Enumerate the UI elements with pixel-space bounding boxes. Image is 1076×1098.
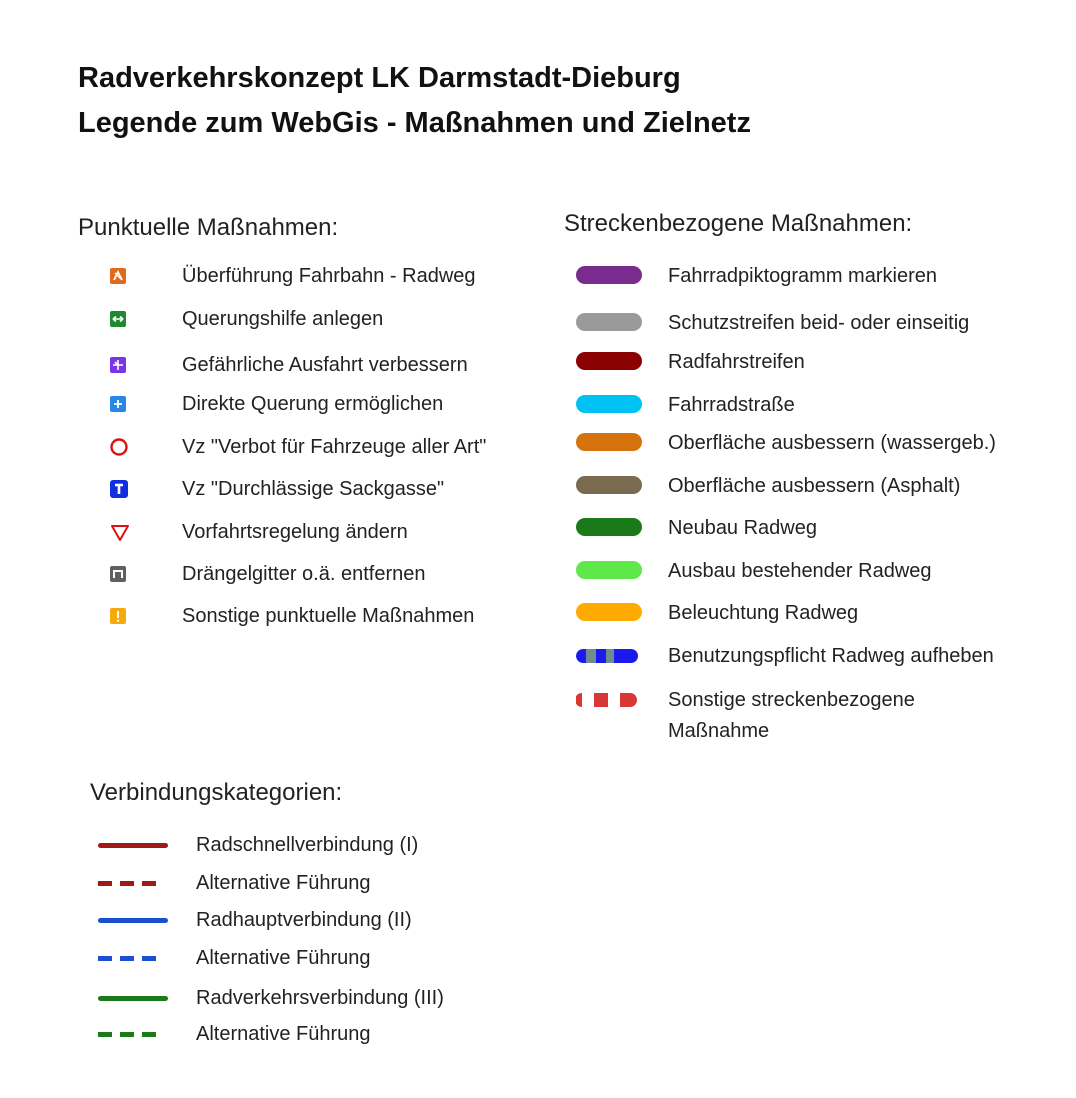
dead-end-sign-icon [110,480,128,498]
strecken-label: Oberfläche ausbessern (wassergeb.) [668,432,996,454]
legend-line [98,843,168,848]
strecken-label: Fahrradpiktogramm markieren [668,265,937,287]
punktuelle-label: Vorfahrtsregelung ändern [182,521,408,543]
crossover-icon [110,268,126,284]
legend-line [98,1032,156,1037]
legend-swatch [576,561,642,579]
legend-swatch [576,313,642,331]
exit-icon [110,357,126,373]
legend-line [98,918,168,923]
prohibition-sign-icon [110,438,128,456]
direct-crossing-icon [110,396,126,412]
barrier-icon [110,566,126,582]
title-line-2: Legende zum WebGis - Maßnahmen und Zielnetz [78,107,751,139]
strecken-label: Benutzungspflicht Radweg aufheben [668,645,994,667]
crossing-aid-icon [110,311,126,327]
strecken-label: Neubau Radweg [668,517,817,539]
legend-swatch [576,603,642,621]
title-line-1: Radverkehrskonzept LK Darmstadt-Dieburg [78,62,681,94]
exclamation-icon [110,608,126,624]
legend-swatch [576,649,642,663]
legend-swatch [576,476,642,494]
verbindung-label: Alternative Führung [196,1023,371,1045]
yield-sign-icon [110,524,130,542]
strecken-label: Oberfläche ausbessern (Asphalt) [668,475,961,497]
legend-line [98,956,156,961]
punktuelle-label: Überführung Fahrbahn - Radweg [182,265,476,287]
strecken-label: Sonstige streckenbezogene Maßnahme [668,689,915,742]
punktuelle-heading: Punktuelle Maßnahmen: [78,214,339,241]
verbindung-label: Radhauptverbindung (II) [196,909,412,931]
strecken-label: Schutzstreifen beid- oder einseitig [668,312,970,334]
legend-line [98,996,168,1001]
verbindung-heading: Verbindungskategorien: [90,779,343,806]
legend-swatch [576,395,642,413]
punktuelle-label: Vz "Verbot für Fahrzeuge aller Art" [182,436,487,458]
punktuelle-label: Drängelgitter o.ä. entfernen [182,563,426,585]
verbindung-label: Radverkehrsverbindung (III) [196,987,444,1009]
strecken-heading: Streckenbezogene Maßnahmen: [564,210,913,237]
strecken-label: Radfahrstreifen [668,351,805,373]
punktuelle-label: Vz "Durchlässige Sackgasse" [182,478,445,500]
strecken-label: Ausbau bestehender Radweg [668,560,932,582]
punktuelle-label: Direkte Querung ermöglichen [182,393,444,415]
strecken-label: Beleuchtung Radweg [668,602,859,624]
verbindung-label: Alternative Führung [196,872,371,894]
legend-swatch [576,352,642,370]
punktuelle-label: Gefährliche Ausfahrt verbessern [182,354,468,376]
legend-swatch [576,518,642,536]
legend-line [98,881,156,886]
strecken-label: Fahrradstraße [668,394,795,416]
legend-swatch [576,692,642,708]
punktuelle-label: Querungshilfe anlegen [182,308,384,330]
legend-title [78,56,751,146]
punktuelle-label: Sonstige punktuelle Maßnahmen [182,605,475,627]
legend-swatch [576,266,642,284]
verbindung-label: Radschnellverbindung (I) [196,834,419,856]
legend-swatch [576,433,642,451]
verbindung-label: Alternative Führung [196,947,371,969]
